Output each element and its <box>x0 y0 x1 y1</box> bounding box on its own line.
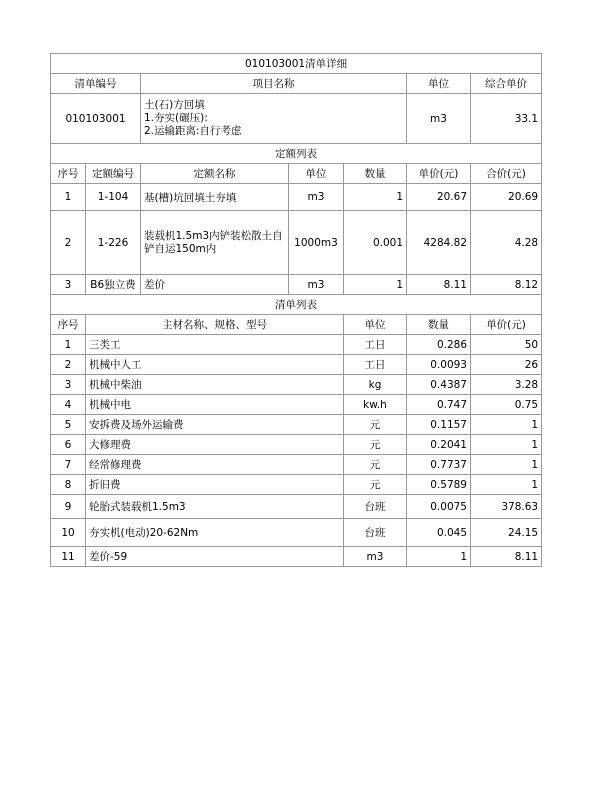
material-name: 折旧费 <box>86 475 344 495</box>
unit-price-cell: 26 <box>471 355 542 375</box>
unit-cell: m3 <box>289 184 344 211</box>
item-header-row <box>51 74 542 94</box>
table-row <box>51 375 542 395</box>
table-row <box>51 355 542 375</box>
item-price: 33.1 <box>471 94 542 144</box>
column-header: 数量 <box>344 164 407 184</box>
item-row <box>51 94 542 144</box>
quantity-cell: 0.4387 <box>407 375 471 395</box>
quantity-cell: 0.7737 <box>407 455 471 475</box>
unit-cell: 台班 <box>344 519 407 547</box>
table-row <box>51 211 542 275</box>
page-title: 010103001清单详细 <box>51 54 542 74</box>
material-name: 安拆费及场外运输费 <box>86 415 344 435</box>
unit-header: 单位 <box>407 74 471 94</box>
material-name: 机械中电 <box>86 395 344 415</box>
unit-price-cell: 50 <box>471 335 542 355</box>
row-number: 2 <box>51 355 86 375</box>
name-header: 项目名称 <box>141 74 407 94</box>
material-name: 大修理费 <box>86 435 344 455</box>
unit-cell: 工日 <box>344 335 407 355</box>
unit-cell: 台班 <box>344 495 407 519</box>
column-header: 序号 <box>51 164 86 184</box>
row-number: 8 <box>51 475 86 495</box>
material-name: 经常修理费 <box>86 455 344 475</box>
column-header: 主材名称、规格、型号 <box>86 315 344 335</box>
total-price-cell: 20.69 <box>471 184 542 211</box>
unit-cell: m3 <box>344 547 407 567</box>
quantity-cell: 0.2041 <box>407 435 471 455</box>
table-row <box>51 435 542 455</box>
unit-cell: 元 <box>344 415 407 435</box>
table-row <box>51 395 542 415</box>
quantity-cell: 1 <box>407 547 471 567</box>
unit-cell: 元 <box>344 475 407 495</box>
table-row <box>51 495 542 519</box>
total-price-cell: 4.28 <box>471 211 542 275</box>
column-header: 单位 <box>344 315 407 335</box>
row-number: 3 <box>51 275 86 295</box>
column-header: 定额名称 <box>141 164 289 184</box>
quantity-cell: 0.5789 <box>407 475 471 495</box>
table-row <box>51 455 542 475</box>
quantity-cell: 0.045 <box>407 519 471 547</box>
material-name: 差价-59 <box>86 547 344 567</box>
item-code: 010103001 <box>51 94 141 144</box>
unit-price-cell: 8.11 <box>471 547 542 567</box>
materials-header-row <box>51 315 542 335</box>
unit-cell: kw.h <box>344 395 407 415</box>
row-number: 11 <box>51 547 86 567</box>
row-number: 7 <box>51 455 86 475</box>
material-name: 轮胎式装载机1.5m3 <box>86 495 344 519</box>
column-header: 合价(元) <box>471 164 542 184</box>
unit-price-cell: 1 <box>471 475 542 495</box>
title-row <box>51 54 542 74</box>
quantity-cell: 0.0093 <box>407 355 471 375</box>
quantity-cell: 0.001 <box>344 211 407 275</box>
unit-price-cell: 0.75 <box>471 395 542 415</box>
table-row <box>51 547 542 567</box>
quota-name: 差价 <box>141 275 289 295</box>
unit-cell: 元 <box>344 455 407 475</box>
unit-price-cell: 1 <box>471 415 542 435</box>
unit-price-cell: 1 <box>471 435 542 455</box>
price-header: 综合单价 <box>471 74 542 94</box>
table-row <box>51 275 542 295</box>
column-header: 单价(元) <box>471 315 542 335</box>
table-row <box>51 475 542 495</box>
item-name-line: 土(石)方回填 <box>144 99 205 111</box>
row-number: 5 <box>51 415 86 435</box>
column-header: 数量 <box>407 315 471 335</box>
quota-name: 装载机1.5m3内铲装松散土自铲自运150m内 <box>141 211 289 275</box>
unit-cell: 1000m3 <box>289 211 344 275</box>
item-name <box>141 94 407 144</box>
total-price-cell: 8.12 <box>471 275 542 295</box>
table-row <box>51 184 542 211</box>
row-number: 10 <box>51 519 86 547</box>
column-header: 定额编号 <box>86 164 141 184</box>
quota-name: 基(槽)坑回填土夯填 <box>141 184 289 211</box>
row-number: 3 <box>51 375 86 395</box>
row-number: 6 <box>51 435 86 455</box>
table-row <box>51 335 542 355</box>
unit-cell: m3 <box>289 275 344 295</box>
unit-cell: 元 <box>344 435 407 455</box>
quota-section-row <box>51 144 542 164</box>
column-header: 序号 <box>51 315 86 335</box>
table-row <box>51 415 542 435</box>
quota-code: 1-104 <box>86 184 141 211</box>
quantity-cell: 0.1157 <box>407 415 471 435</box>
unit-price-cell: 24.15 <box>471 519 542 547</box>
bill-detail-table <box>50 53 542 567</box>
quota-section-title: 定额列表 <box>51 144 542 164</box>
unit-cell: 工日 <box>344 355 407 375</box>
column-header: 单位 <box>289 164 344 184</box>
quantity-cell: 0.747 <box>407 395 471 415</box>
quota-code: B6独立费 <box>86 275 141 295</box>
materials-section-title: 清单列表 <box>51 295 542 315</box>
column-header: 单价(元) <box>407 164 471 184</box>
quota-code: 1-226 <box>86 211 141 275</box>
item-unit: m3 <box>407 94 471 144</box>
materials-section-row <box>51 295 542 315</box>
unit-price-cell: 1 <box>471 455 542 475</box>
unit-price-cell: 8.11 <box>407 275 471 295</box>
material-name: 机械中人工 <box>86 355 344 375</box>
unit-price-cell: 4284.82 <box>407 211 471 275</box>
quantity-cell: 0.286 <box>407 335 471 355</box>
unit-price-cell: 20.67 <box>407 184 471 211</box>
unit-cell: kg <box>344 375 407 395</box>
code-header: 清单编号 <box>51 74 141 94</box>
row-number: 1 <box>51 335 86 355</box>
row-number: 4 <box>51 395 86 415</box>
row-number: 9 <box>51 495 86 519</box>
material-name: 三类工 <box>86 335 344 355</box>
materials-body <box>51 335 542 567</box>
material-name: 机械中柴油 <box>86 375 344 395</box>
quantity-cell: 0.0075 <box>407 495 471 519</box>
quantity-cell: 1 <box>344 275 407 295</box>
row-number: 1 <box>51 184 86 211</box>
quantity-cell: 1 <box>344 184 407 211</box>
row-number: 2 <box>51 211 86 275</box>
material-name: 夯实机(电动)20-62Nm <box>86 519 344 547</box>
unit-price-cell: 378.63 <box>471 495 542 519</box>
table-row <box>51 519 542 547</box>
item-name-line: 1.夯实(碾压): <box>144 112 208 124</box>
quota-header-row <box>51 164 542 184</box>
item-name-line: 2.运输距离:自行考虑 <box>144 125 242 137</box>
unit-price-cell: 3.28 <box>471 375 542 395</box>
